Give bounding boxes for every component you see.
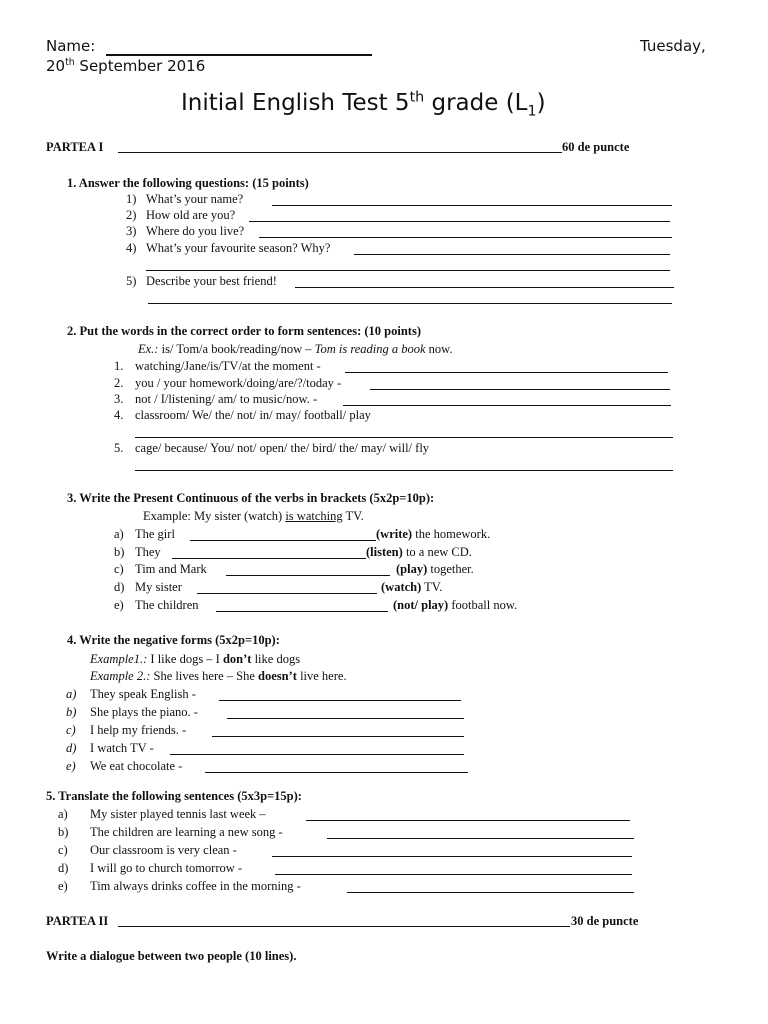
- q5-item-text: I will go to church tomorrow -: [90, 861, 243, 875]
- q3-item-text: The girl: [135, 527, 175, 541]
- part2-rule: [118, 926, 570, 927]
- answer-line[interactable]: [190, 540, 376, 541]
- q2-item-text: classroom/ We/ the/ not/ in/ may/ football/ play: [135, 408, 371, 422]
- name-field-line[interactable]: [106, 54, 372, 56]
- q3-item-text: They: [135, 545, 161, 559]
- q4-item-text: I help my friends. -: [90, 723, 187, 737]
- q3-item-rest: (play) together.: [396, 562, 474, 576]
- q3-item-letter: c): [114, 562, 124, 576]
- page-title: Initial English Test 5th grade $(L_1)$: [181, 89, 546, 120]
- q3-item-letter: d): [114, 580, 125, 594]
- q3-item-letter: a): [114, 527, 124, 541]
- answer-line[interactable]: [345, 372, 668, 373]
- q1-heading: 1. Answer the following questions: (15 points): [67, 176, 309, 190]
- q1-item-num: 1): [126, 192, 137, 206]
- part1-label: PARTEA I: [46, 140, 104, 154]
- answer-line[interactable]: [295, 287, 674, 288]
- q4-item-text: We eat chocolate -: [90, 759, 183, 773]
- q5-item-letter: b): [58, 825, 69, 839]
- q5-item-letter: c): [58, 843, 68, 857]
- answer-line[interactable]: [135, 437, 673, 438]
- q4-item-letter: c): [66, 723, 76, 737]
- answer-line[interactable]: [343, 405, 671, 406]
- q2-example: Ex.: is/ Tom/a book/reading/now – Tom is reading a book now.: [138, 342, 453, 356]
- q3-item-rest: (watch) TV.: [381, 580, 443, 594]
- q4-item-text: They speak English -: [90, 687, 196, 701]
- dialogue-heading: Write a dialogue between two people (10 lines).: [46, 949, 297, 963]
- answer-line[interactable]: [275, 874, 632, 875]
- answer-line[interactable]: [219, 700, 461, 701]
- q5-item-letter: a): [58, 807, 68, 821]
- answer-line[interactable]: [135, 470, 673, 471]
- q4-item-letter: d): [66, 741, 77, 755]
- date-label: 20th September 2016: [46, 57, 206, 75]
- q4-item-letter: b): [66, 705, 77, 719]
- q1-item-text: What’s your name?: [146, 192, 244, 206]
- answer-line[interactable]: [146, 270, 670, 271]
- q3-item-rest: (not/ play) football now.: [393, 598, 518, 612]
- q1-item-text: Describe your best friend!: [146, 274, 277, 288]
- answer-line[interactable]: [148, 303, 672, 304]
- answer-line[interactable]: [259, 237, 672, 238]
- answer-line[interactable]: [170, 754, 464, 755]
- q5-item-letter: d): [58, 861, 69, 875]
- q1-item-num: 3): [126, 224, 137, 238]
- q3-item-rest: (listen) to a new CD.: [366, 545, 472, 559]
- answer-line[interactable]: [306, 820, 630, 821]
- q2-item-num: 3.: [114, 392, 124, 406]
- q1-item-num: 2): [126, 208, 137, 222]
- q4-item-letter: e): [66, 759, 76, 773]
- q2-item-num: 5.: [114, 441, 124, 455]
- name-label: Name:: [46, 37, 96, 55]
- q5-heading: 5. Translate the following sentences (5x3p=15p):: [46, 789, 302, 803]
- q2-heading: 2. Put the words in the correct order to form sentences: (10 points): [67, 324, 421, 338]
- q5-item-letter: e): [58, 879, 68, 893]
- q3-heading: 3. Write the Present Continuous of the verbs in brackets (5x2p=10p):: [67, 491, 435, 505]
- q2-item-text: cage/ because/ You/ not/ open/ the/ bird/ the/ may/ will/ fly: [135, 441, 430, 455]
- answer-line[interactable]: [205, 772, 468, 773]
- q3-item-text: My sister: [135, 580, 182, 594]
- q1-item-text: Where do you live?: [146, 224, 245, 238]
- q2-item-text: watching/Jane/is/TV/at the moment -: [135, 359, 321, 373]
- q2-item-num: 2.: [114, 376, 124, 390]
- q3-example: Example: My sister (watch) is watching TV.: [143, 509, 364, 523]
- part1-rule: [118, 152, 562, 153]
- answer-line[interactable]: [249, 221, 670, 222]
- q2-item-text: you / your homework/doing/are/?/today -: [135, 376, 342, 390]
- q5-item-text: The children are learning a new song -: [90, 825, 283, 839]
- answer-line[interactable]: [327, 838, 634, 839]
- answer-line[interactable]: [212, 736, 464, 737]
- answer-line[interactable]: [197, 593, 377, 594]
- part1-points: 60 de puncte: [562, 140, 630, 154]
- answer-line[interactable]: [370, 389, 670, 390]
- q4-example-1: Example1.: I like dogs – I don’t like dogs: [90, 652, 301, 666]
- answer-line[interactable]: [354, 254, 670, 255]
- q4-item-text: She plays the piano. -: [90, 705, 198, 719]
- answer-line[interactable]: [227, 718, 464, 719]
- q5-item-text: Our classroom is very clean -: [90, 843, 237, 857]
- answer-line[interactable]: [272, 856, 632, 857]
- q1-item-text: How old are you?: [146, 208, 236, 222]
- q4-heading: 4. Write the negative forms (5x2p=10p):: [67, 633, 280, 647]
- answer-line[interactable]: [216, 611, 388, 612]
- answer-line[interactable]: [347, 892, 634, 893]
- q2-item-num: 4.: [114, 408, 124, 422]
- day-label: Tuesday,: [640, 37, 706, 55]
- q4-item-letter: a): [66, 687, 77, 701]
- q4-item-text: I watch TV -: [90, 741, 154, 755]
- q2-item-num: 1.: [114, 359, 124, 373]
- q3-item-text: Tim and Mark: [135, 562, 207, 576]
- q3-item-rest: (write) the homework.: [376, 527, 491, 541]
- q3-item-text: The children: [135, 598, 199, 612]
- q5-item-text: Tim always drinks coffee in the morning -: [90, 879, 301, 893]
- q4-example-2: Example 2.: She lives here – She doesn’t live here.: [90, 669, 347, 683]
- q2-item-text: not / I/listening/ am/ to music/now. -: [135, 392, 318, 406]
- q1-item-text: What’s your favourite season? Why?: [146, 241, 331, 255]
- q3-item-letter: e): [114, 598, 124, 612]
- q5-item-text: My sister played tennis last week –: [90, 807, 266, 821]
- part2-label: PARTEA II: [46, 914, 109, 928]
- answer-line[interactable]: [172, 558, 366, 559]
- answer-line[interactable]: [226, 575, 390, 576]
- q3-item-letter: b): [114, 545, 125, 559]
- part2-points: 30 de puncte: [571, 914, 639, 928]
- answer-line[interactable]: [272, 205, 672, 206]
- q1-item-num: 4): [126, 241, 137, 255]
- q1-item-num: 5): [126, 274, 137, 288]
